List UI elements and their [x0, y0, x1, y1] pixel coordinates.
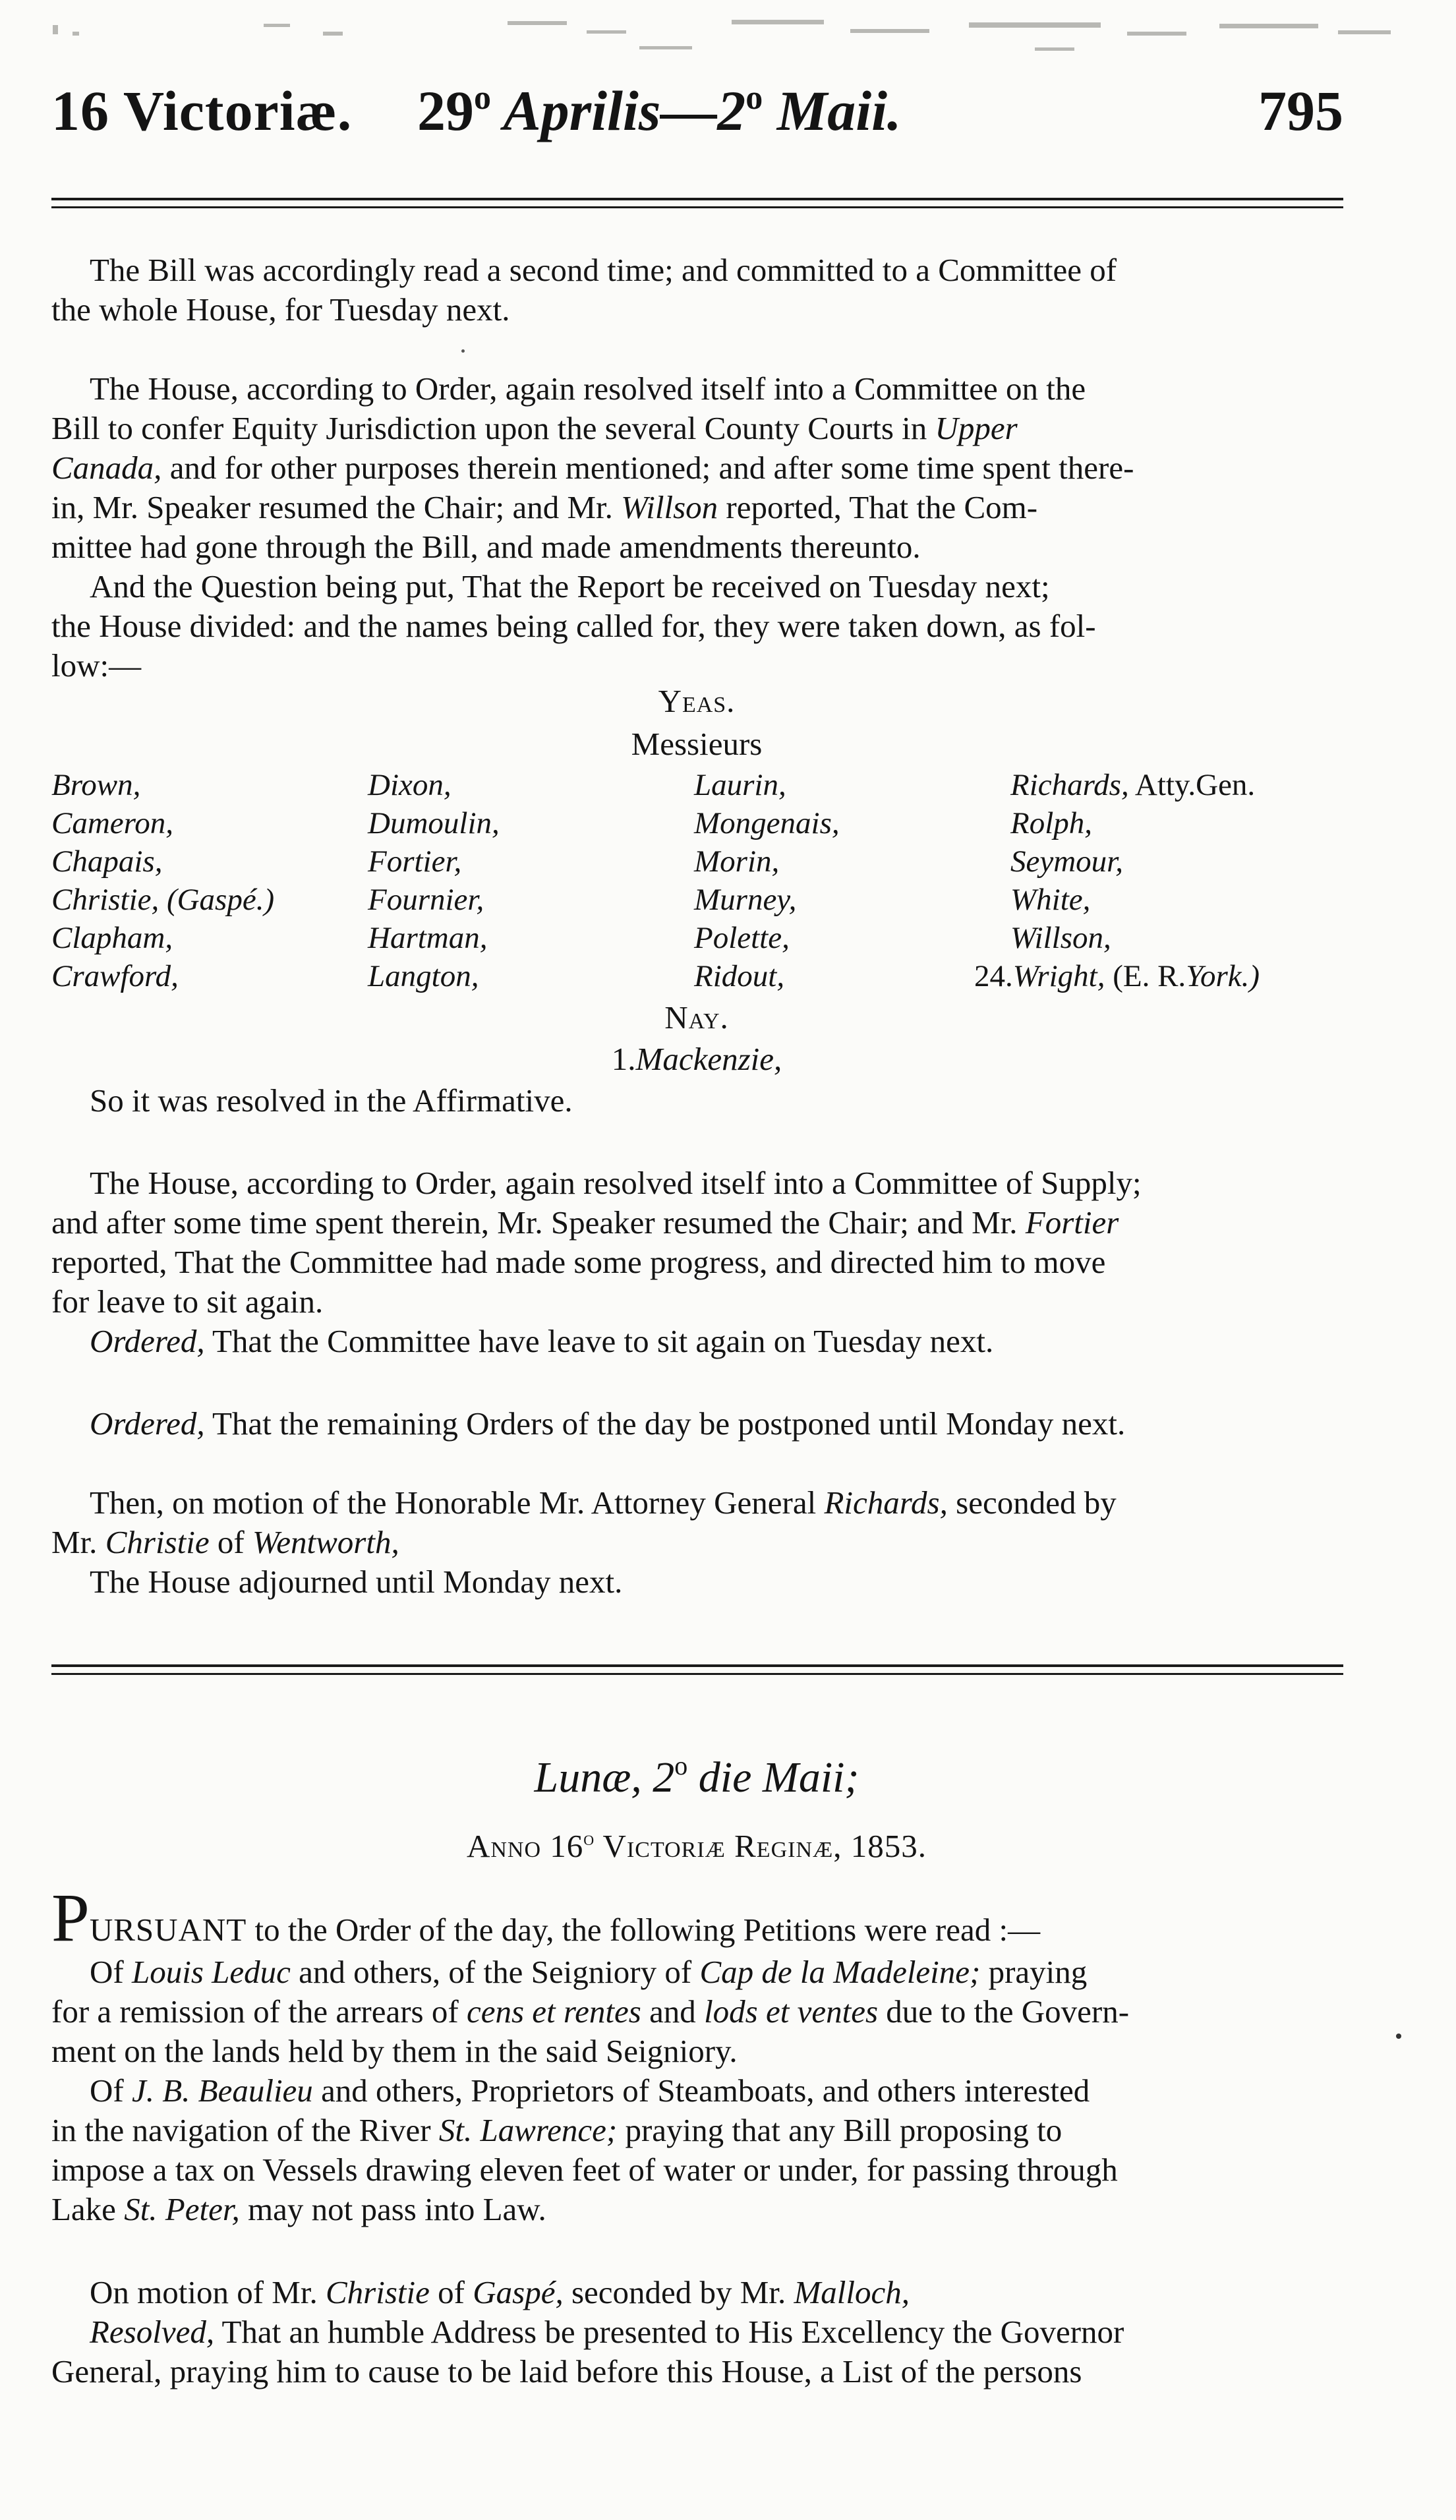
messieurs-heading: Messieurs: [631, 726, 763, 762]
member-name: Langton,: [368, 959, 479, 993]
member-name: Hartman,: [368, 921, 488, 955]
header-date: 29$^o$ Aprilis—2$^o$ Maii.: [417, 79, 902, 142]
member-name: White,: [1010, 883, 1091, 917]
paragraph-ordered-postponed: Ordered, That the remaining Orders of the day be postponed until Monday next.: [90, 1405, 1126, 1442]
member-name: Fortier,: [368, 844, 462, 879]
member-name: Rolph,: [1010, 806, 1093, 840]
member-name: Seymour,: [1010, 844, 1123, 879]
nay-heading: Nay.: [664, 999, 729, 1036]
paragraph-second-reading: The Bill was accordingly read a second time; and committed to a Committee of the whole House, for Tuesday next.: [51, 252, 1117, 328]
member-name: Morin,: [694, 844, 780, 879]
member-name: Crawford,: [51, 959, 179, 993]
page-number: 795: [1258, 79, 1343, 142]
yeas-column-2: [368, 766, 500, 995]
member-name: Dixon,: [368, 768, 451, 802]
ink-speck: [1396, 2034, 1401, 2039]
header-rule-bottom: [51, 206, 1343, 208]
paragraph-pursuant: PURSUANT to the Order of the day, the following Petitions were read :—: [51, 1880, 1041, 1956]
paragraph-committee-of-supply: The House, according to Order, again resolved itself into a Committee of Supply; and after some time spent therein, Mr. Speaker resumed the Chair; and Mr. Fortier reported, That the Committee had made some progress, and directed him to move for leave to sit again.: [51, 1165, 1142, 1320]
yeas-column-4: [974, 766, 1260, 995]
member-name: Christie, (Gaspé.): [51, 883, 275, 917]
header-regnal-year: 16 Victoriæ.: [51, 79, 353, 142]
member-name: Ridout,: [694, 959, 785, 993]
member-name: Willson,: [1010, 921, 1111, 955]
running-header: [51, 78, 1343, 163]
member-name: Fournier,: [368, 883, 484, 917]
member-name: Richards, Atty.Gen.: [1010, 768, 1256, 802]
member-name: Mongenais,: [694, 806, 840, 840]
yeas-heading: Yeas.: [658, 683, 736, 719]
header-rule-top: [51, 198, 1343, 200]
petition-beaulieu: Of J. B. Beaulieu and others, Proprietors of Steamboats, and others interested in the navigation of the River St. Lawrence; praying that any Bill proposing to impose a tax on Vessels drawing eleven feet of water or under, for passing through Lake St. Peter, may not pass into Law.: [51, 2072, 1118, 2227]
yeas-column-3: [694, 766, 840, 995]
section-rule-top: [51, 1664, 1343, 1667]
paragraph-adjournment: Then, on motion of the Honorable Mr. Attorney General Richards, seconded by Mr. Christie of Wentworth, The House adjourned until Monday next.: [51, 1484, 1117, 1600]
petition-leduc: Of Louis Leduc and others, of the Seigniory of Cap de la Madeleine; praying for a remission of the arrears of cens et rentes and lods et ventes due to the Govern- ment on the lands held by them in the said Seigniory.: [51, 1954, 1130, 2069]
paragraph-equity-bill: The House, according to Order, again resolved itself into a Committee on the Bill to confer Equity Jurisdiction upon the several County Courts in Upper Canada, and for other purposes therein mentioned; and after some time spent there- in, Mr. Speaker resumed the Chair; and Mr. Willson reported, That the Com- mittee had gone through the Bill, and made amendments thereunto.: [51, 370, 1134, 565]
paragraph-ordered-sit-again: Ordered, That the Committee have leave to sit again on Tuesday next.: [90, 1323, 994, 1359]
nay-names: 1.Mackenzie,: [611, 1041, 782, 1077]
member-name: 24.Wright, (E. R.York.): [974, 959, 1260, 993]
regnal-year-heading: Anno 16$^o$ Victoriæ Reginæ, 1853.: [466, 1826, 927, 1864]
member-name: Dumoulin,: [368, 806, 500, 840]
yeas-column-1: [51, 766, 274, 995]
day-heading: Lunæ, 2$^o$ die Maii;: [534, 1751, 859, 1802]
bleed-through-marks: [46, 12, 1417, 71]
member-name: Clapham,: [51, 921, 173, 955]
member-name: Chapais,: [51, 844, 163, 879]
member-name: Brown,: [51, 768, 141, 802]
division-result: So it was resolved in the Affirmative.: [90, 1082, 573, 1119]
member-name: Murney,: [694, 883, 797, 917]
member-name: Laurin,: [694, 768, 786, 802]
ink-speck: [461, 349, 465, 353]
section-rule-bottom: [51, 1673, 1343, 1675]
paragraph-division-question: And the Question being put, That the Report be received on Tuesday next; the House divided: and the names being called for, they were taken down, as fol- low:—: [51, 568, 1096, 684]
drop-cap: P: [51, 1880, 90, 1956]
paragraph-address-motion: On motion of Mr. Christie of Gaspé, seconded by Mr. Malloch, Resolved, That an humble Address be presented to His Excellency the Governor General, praying him to cause to be laid before this House, a List of the persons: [51, 2274, 1124, 2389]
member-name: Polette,: [694, 921, 790, 955]
member-name: Cameron,: [51, 806, 173, 840]
